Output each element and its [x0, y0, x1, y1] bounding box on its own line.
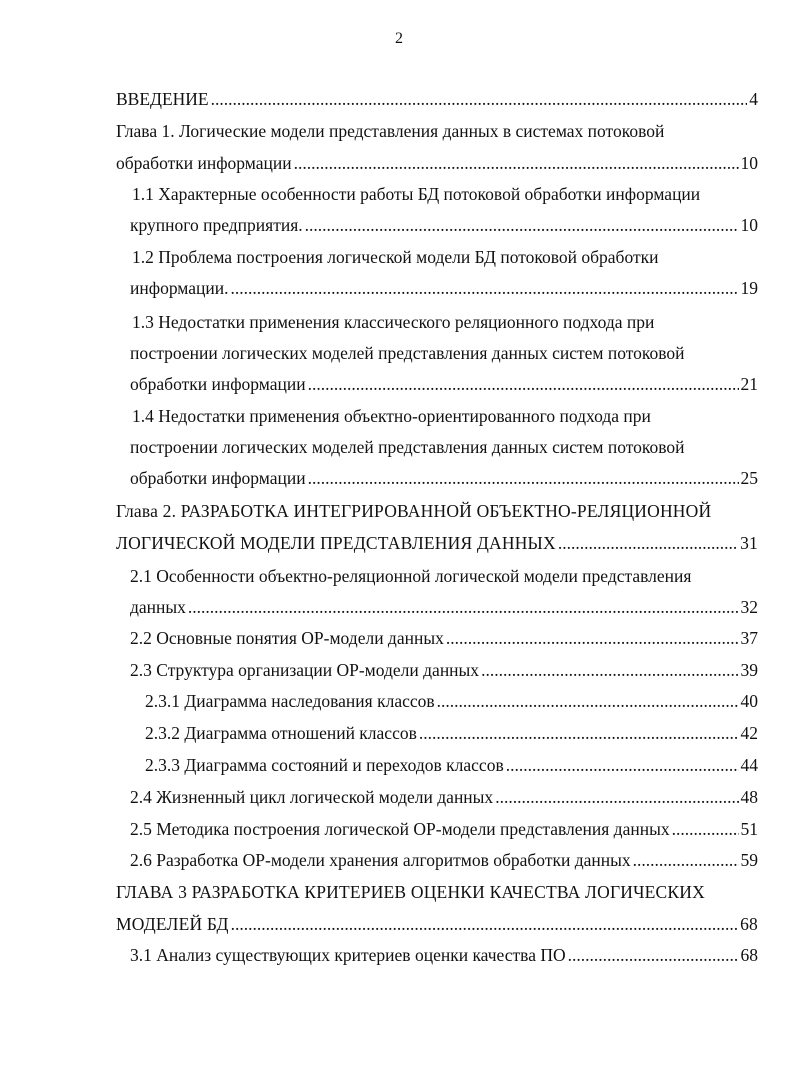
dot-leader [633, 849, 739, 871]
toc-entry-title: 2.5 Методика построения логической ОР-модели представления данных [130, 819, 670, 839]
dot-leader [437, 690, 739, 712]
dot-leader [231, 913, 738, 935]
toc-page-number: 31 [740, 533, 758, 553]
dot-leader [211, 88, 748, 110]
toc-page-number: 48 [740, 787, 758, 807]
toc-entry-title: крупного предприятия. [130, 215, 303, 235]
toc-entry-title: обработки информации [130, 468, 306, 488]
toc-page-number: 21 [740, 374, 758, 394]
toc-entry-section-3-1[interactable] [130, 944, 758, 966]
dot-leader [308, 467, 739, 489]
toc-entry-chapter-1[interactable] [116, 152, 758, 174]
toc-entry-title: обработки информации [130, 374, 306, 394]
toc-entry-section-1-1[interactable] [130, 214, 758, 236]
toc-page-number: 44 [740, 755, 758, 775]
toc-entry-chapter-3[interactable] [116, 913, 758, 935]
toc-entry-title: МОДЕЛЕЙ БД [116, 914, 229, 934]
toc-entry-subsection-2-3-3[interactable] [145, 754, 758, 776]
toc-entry-section-1-3[interactable] [130, 373, 758, 395]
toc-page-number: 39 [740, 660, 758, 680]
toc-page-number: 25 [740, 468, 758, 488]
toc-entry-section-1-3-line-1[interactable]: 1.3 Недостатки применения классического реляционного подхода при [132, 312, 655, 332]
toc-entry-title: 2.6 Разработка ОР-модели хранения алгоритмов обработки данных [130, 850, 631, 870]
toc-entry-section-2-4[interactable] [130, 786, 758, 808]
toc-page-number: 68 [740, 945, 758, 965]
dot-leader [672, 818, 739, 840]
toc-page-number: 19 [740, 278, 758, 298]
dot-leader [506, 754, 739, 776]
toc-entry-section-2-1-line-1[interactable]: 2.1 Особенности объектно-реляционной логической модели представления [130, 566, 692, 586]
toc-page-number: 42 [740, 723, 758, 743]
toc-entry-section-2-1[interactable] [130, 596, 758, 618]
toc-entry-section-1-4-line-2[interactable]: построении логических моделей представления данных систем потоковой [130, 437, 685, 457]
dot-leader [568, 944, 739, 966]
dot-leader [308, 373, 739, 395]
toc-entry-title: обработки информации [116, 153, 292, 173]
toc-entry-title: 2.4 Жизненный цикл логической модели данных [130, 787, 494, 807]
toc-entry-title: ВВЕДЕНИЕ [116, 89, 209, 109]
toc-entry-section-2-6[interactable] [130, 849, 758, 871]
toc-entry-subsection-2-3-1[interactable] [145, 690, 758, 712]
toc-entry-section-2-3[interactable] [130, 659, 758, 681]
toc-entry-title: 3.1 Анализ существующих критериев оценки качества ПО [130, 945, 566, 965]
toc-entry-section-1-3-line-2[interactable]: построении логических моделей представления данных систем потоковой [130, 343, 685, 363]
toc-entry-title: 2.3.1 Диаграмма наследования классов [145, 691, 435, 711]
toc-entry-section-1-4-line-1[interactable]: 1.4 Недостатки применения объектно-ориентированного подхода при [132, 406, 651, 426]
toc-entry-chapter-2-line-1[interactable]: Глава 2. РАЗРАБОТКА ИНТЕГРИРОВАННОЙ ОБЪЕКТНО-РЕЛЯЦИОННОЙ [116, 501, 712, 521]
toc-entry-section-1-2-line-1[interactable]: 1.2 Проблема построения логической модели БД потоковой обработки [132, 247, 659, 267]
dot-leader [558, 532, 738, 554]
toc-page-number: 10 [740, 215, 758, 235]
page-number: 2 [395, 30, 403, 47]
dot-leader [294, 152, 739, 174]
toc-entry-chapter-1-line-1[interactable]: Глава 1. Логические модели представления данных в системах потоковой [116, 121, 665, 141]
dot-leader [231, 277, 739, 299]
toc-page-number: 4 [749, 89, 758, 109]
toc-page-number: 40 [740, 691, 758, 711]
toc-page-number: 68 [740, 914, 758, 934]
toc-entry-title: 2.3 Структура организации ОР-модели данных [130, 660, 480, 680]
toc-page-number: 51 [740, 819, 758, 839]
dot-leader [305, 214, 739, 236]
toc-entry-title: 2.2 Основные понятия ОР-модели данных [130, 628, 444, 648]
toc-entry-title: 2.3.3 Диаграмма состояний и переходов классов [145, 755, 504, 775]
toc-entry-title: 2.3.2 Диаграмма отношений классов [145, 723, 417, 743]
toc-entry-title: информации. [130, 278, 229, 298]
dot-leader [446, 627, 739, 649]
toc-entry-section-2-5[interactable] [130, 818, 758, 840]
toc-entry-subsection-2-3-2[interactable] [145, 722, 758, 744]
dot-leader [188, 596, 739, 618]
toc-entry-section-1-1-line-1[interactable]: 1.1 Характерные особенности работы БД потоковой обработки информации [132, 184, 701, 204]
dot-leader [481, 659, 738, 681]
toc-entry-section-2-2[interactable] [130, 627, 758, 649]
toc-page-number: 59 [740, 850, 758, 870]
dot-leader [495, 786, 738, 808]
toc-entry-title: данных [130, 597, 186, 617]
toc-entry-title: ЛОГИЧЕСКОЙ МОДЕЛИ ПРЕДСТАВЛЕНИЯ ДАННЫХ [116, 533, 556, 553]
toc-page-number: 10 [740, 153, 758, 173]
toc-page-number: 37 [740, 628, 758, 648]
dot-leader [419, 722, 739, 744]
toc-entry-chapter-2[interactable] [116, 532, 758, 554]
toc-entry-introduction[interactable] [116, 88, 758, 110]
toc-entry-section-1-4[interactable] [130, 467, 758, 489]
toc-entry-chapter-3-line-1[interactable]: ГЛАВА 3 РАЗРАБОТКА КРИТЕРИЕВ ОЦЕНКИ КАЧЕСТВА ЛОГИЧЕСКИХ [116, 882, 705, 902]
toc-page-number: 32 [740, 597, 758, 617]
toc-entry-section-1-2[interactable] [130, 277, 758, 299]
